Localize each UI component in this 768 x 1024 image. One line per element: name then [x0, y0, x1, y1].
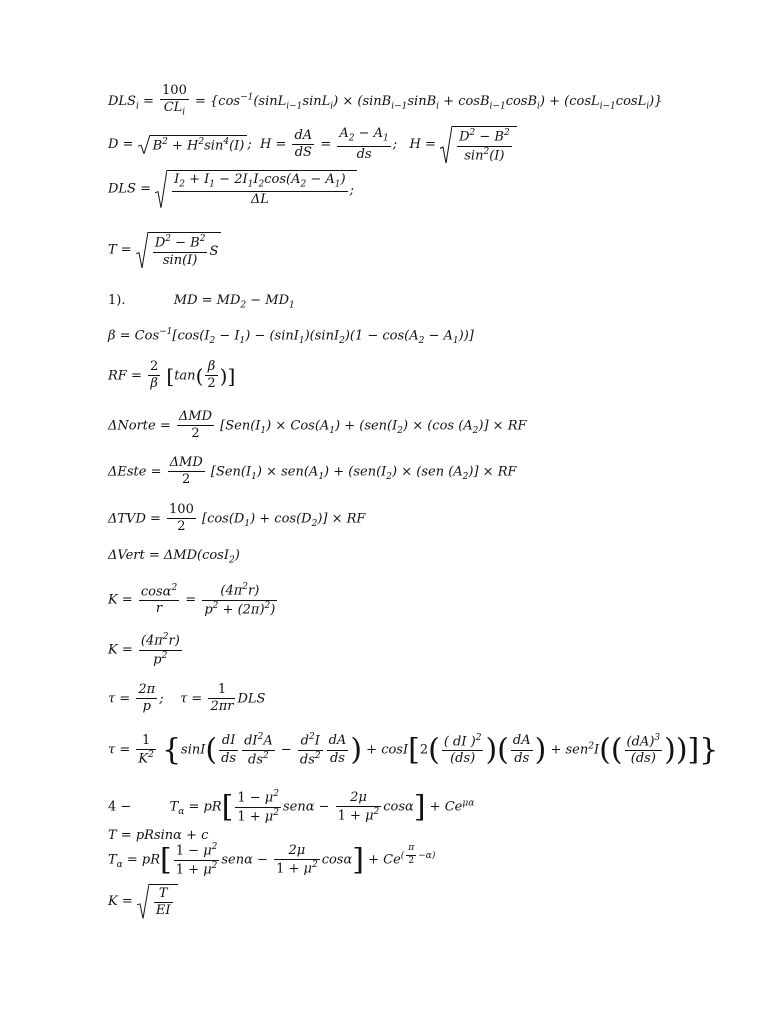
label-1: 1).: [108, 293, 126, 308]
equation-este: ΔEste = $\frac{\text{ΔMD}}{2}$ [$Sen(I_1) \times sen(A_1) + (sen(I_2) \times (sen$ $(A_2)$] × RF: [108, 455, 517, 488]
equation-beta: $\beta = Cos^{-1}[\cos(I_2 - I_1) - (\sin I_1)(\sin I_2)(1 - \cos(A_2 - A_1))]$: [108, 327, 474, 346]
equation-ta2: $T_\alpha = pR$[ $\frac{1 - \mu^2}{1 + \mu^2}$ senα − $\frac{2\mu}{1 + \mu^2}$ $\cos\alpha] + Ce^{( \frac{\pi}{2} -\alpha)}$: [108, 842, 436, 878]
equation-md: 1). MD = $MD_2 - MD_1$: [108, 293, 295, 311]
equation-norte: ΔNorte = $\frac{\text{ΔMD}}{2}$ [$Sen(I_1) \times Cos(A_1) + (sen(I_2) \times (\cos$ $(A_2)$] × RF: [108, 409, 527, 442]
equation-ta1: $4 - T_\alpha = pR$[ $\frac{1 - \mu^2}{1 + \mu^2}$ senα − $\frac{2\mu}{1 + \mu^2}$ $\cos\alpha] + Ce^{\mu\alpha}$: [108, 789, 475, 825]
equation-vert: ΔVert = ΔMD(cosI$_2$): [108, 548, 240, 566]
equation-k2: K = $\frac{(4\pi^2r)}{p^2}$: [108, 632, 180, 667]
equation-tvd: ΔTVD = $\frac{100}{2}$ $[\cos(D_1) + \cos(D_2)]$ × RF: [108, 502, 366, 535]
equation-dls-i: $DLS_i$ = $\frac{100}{CL_i}$ = $\{\cos^{-1}(\sin L_{i-1}\sin L_i) \times (\sin B_{i-1}\sin B_i + \cos B_{i-1}\cos B_i) + (\cos L_{i-1}\cos L_i)\}$: [108, 83, 663, 118]
equation-tau2: τ = $\frac{1}{K^2}$ {sinI( $\frac{dI}{ds}$ $\frac{dI^2A}{ds^2}$ − $\frac{d^2I}{ds^2}$ $\frac{dA}{ds}$ ) + cosI[2( $\frac{( dI )^2}{(ds)}$ )( $\frac{dA}{ds}$ ) + sen$^2$I(( $\frac{(dA)^3}{(ds)}$ ))]}: [108, 732, 719, 768]
equation-rf: RF = $\frac{2}{\beta}$ [tan( $\frac{\beta}{2}$ )]: [108, 359, 236, 392]
equation-tau1: τ = $\frac{2\pi}{p}$ ; τ = $\frac{1}{2\pi r}$ DLS: [108, 682, 266, 715]
equation-t: T = $\frac{D^2 - B^2}{\sin(I)}$ S: [108, 232, 221, 268]
equation-d-h: D = $B^2 + H^2\sin^4(I)$ ; H = $\frac{dA}{dS}$ = $\frac{A_2 - A_1}{ds}$ ; H = $\frac{D^2 - B^2}{\sin^2(I)}$: [108, 126, 517, 163]
equation-dls: DLS = $\frac{I_2 + I_1 - 2I_1I_2\cos(A_2 - A_1)}{\Delta L}$ ;: [108, 170, 357, 208]
label-4: 4 −: [108, 799, 132, 815]
equation-t-simple: T = pRsinα + c: [108, 828, 209, 843]
equation-k1: K = $\frac{\cos\alpha^2}{r}$ = $\frac{(4\pi^2r)}{p^2 + (2\pi)^2)}$: [108, 582, 276, 617]
dls-i-numerator: 100: [160, 84, 189, 100]
equation-k3: K = $\frac{T}{EI}$: [108, 884, 178, 919]
